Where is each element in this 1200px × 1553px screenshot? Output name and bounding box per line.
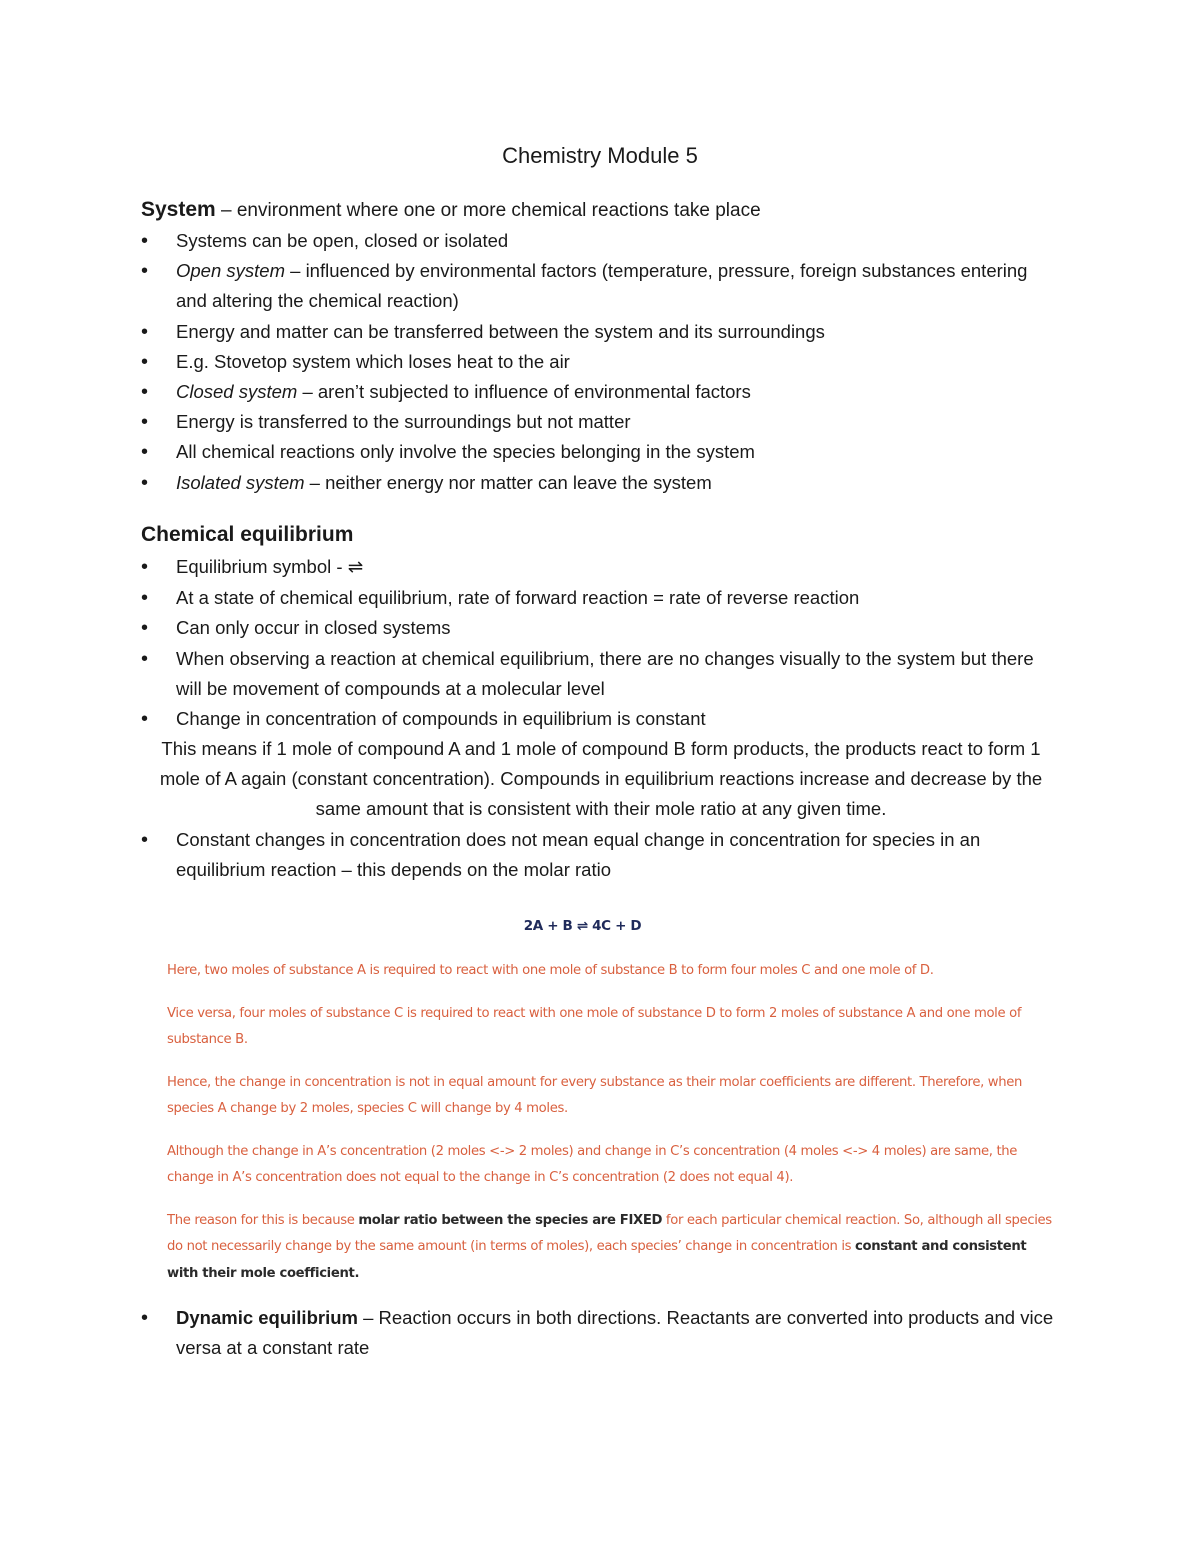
excerpt-paragraph xyxy=(167,1208,1052,1288)
excerpt-text: . xyxy=(354,1265,360,1281)
system-bullet-list xyxy=(141,226,1061,498)
isolated-system-definition: – neither energy nor matter can leave the system xyxy=(304,471,712,493)
isolated-system-term: Isolated system xyxy=(176,471,305,493)
list-item xyxy=(141,644,1061,704)
equilibrium-symbol-label: Equilibrium symbol - xyxy=(176,556,348,577)
list-item xyxy=(141,468,1061,498)
list-item xyxy=(141,704,1061,734)
excerpt-bold-text: molar ratio between the species are FIXED xyxy=(358,1212,663,1228)
pasted-excerpt xyxy=(167,918,1052,1303)
equilibrium-bullet-list xyxy=(141,552,1061,734)
bullet-text: At a state of chemical equilibrium, rate of forward reaction = rate of reverse reaction xyxy=(176,587,860,609)
dynamic-equilibrium-definition: – Reaction occurs in both directions. Reactants are converted into products and vice versa at a constant rate xyxy=(176,1307,1054,1359)
bullet-text: Change in concentration of compounds in equilibrium is constant xyxy=(176,708,706,730)
system-definition xyxy=(141,196,1061,225)
list-item xyxy=(141,256,1061,316)
closed-system-term: Closed system xyxy=(176,381,298,403)
list-item xyxy=(141,317,1061,347)
closed-system-definition: – aren’t subjected to influence of environmental factors xyxy=(297,381,751,403)
list-item xyxy=(141,377,1061,407)
open-system-definition: – influenced by environmental factors (temperature, pressure, foreign substances entering and altering the chemical reaction) xyxy=(176,260,1028,312)
excerpt-paragraph: Vice versa, four moles of substance C is required to react with one mole of substance D to form 2 moles of substance A and one mole of substance B. xyxy=(167,1005,1022,1047)
constant-change-list xyxy=(141,825,1061,885)
list-item xyxy=(141,1303,1061,1363)
list-item xyxy=(141,583,1061,613)
list-item xyxy=(141,437,1061,467)
excerpt-bold-text: constant and consistent with their mole coefficient xyxy=(167,1239,1027,1281)
open-system-term: Open system xyxy=(176,260,285,282)
bullet-text: Constant changes in concentration does not mean equal change in concentration for species in an equilibrium reaction – this depends on the molar ratio xyxy=(176,829,981,881)
list-item xyxy=(141,226,1061,256)
bullet-text: Energy is transferred to the surroundings but not matter xyxy=(176,411,631,433)
mole-ratio-explanation: This means if 1 mole of compound A and 1 mole of compound B form products, the products react to form 1 mole of A again (constant concentration). Compounds in equilibrium reactions increase and decrease by the same amount that is consistent with their mole ratio at any given time. xyxy=(159,738,1043,820)
system-definition-text: – environment where one or more chemical reactions take place xyxy=(215,200,761,221)
equilibrium-arrow-icon: ⇌ xyxy=(347,557,364,578)
system-term: System xyxy=(141,198,216,221)
bullet-text: All chemical reactions only involve the species belonging in the system xyxy=(176,441,755,463)
list-item xyxy=(141,407,1061,437)
excerpt-paragraph: Hence, the change in concentration is not in equal amount for every substance as their molar coefficients are different. Therefore, when species A change by 2 moles, species C will change by 4 moles. xyxy=(167,1074,1023,1116)
bullet-text: Systems can be open, closed or isolated xyxy=(176,230,509,251)
excerpt-paragraph: Although the change in A’s concentration (2 moles <-> 2 moles) and change in C’s concentration (4 moles <-> 4 moles) are same, the change in A’s concentration does not equal to the change in C’s concentration (2 does not equal 4). xyxy=(167,1143,1018,1185)
bullet-text: Energy and matter can be transferred between the system and its surroundings xyxy=(176,320,825,342)
section-heading-equilibrium: Chemical equilibrium xyxy=(141,523,354,546)
bullet-text: When observing a reaction at chemical equilibrium, there are no changes visually to the system but there will be movement of compounds at a molecular level xyxy=(176,647,1034,699)
excerpt-text: The reason for this is because xyxy=(167,1212,359,1228)
dynamic-equilibrium-list xyxy=(141,1303,1061,1363)
page-title: Chemistry Module 5 xyxy=(502,143,698,168)
bullet-text: E.g. Stovetop system which loses heat to the air xyxy=(176,350,570,372)
reaction-equation: 2A + B ⇌ 4C + D xyxy=(523,918,642,934)
list-item xyxy=(141,825,1061,885)
list-item xyxy=(141,552,1061,583)
excerpt-paragraph: Here, two moles of substance A is required to react with one mole of substance B to form four moles C and one mole of D. xyxy=(167,963,934,978)
bullet-text: Can only occur in closed systems xyxy=(176,617,451,639)
list-item xyxy=(141,613,1061,643)
list-item xyxy=(141,347,1061,377)
dynamic-equilibrium-term: Dynamic equilibrium xyxy=(176,1307,358,1328)
excerpt-text: for each particular chemical reaction. So, although all species do not necessarily change by the same amount (in terms of moles), each species’ change in concentration is xyxy=(167,1212,1052,1254)
